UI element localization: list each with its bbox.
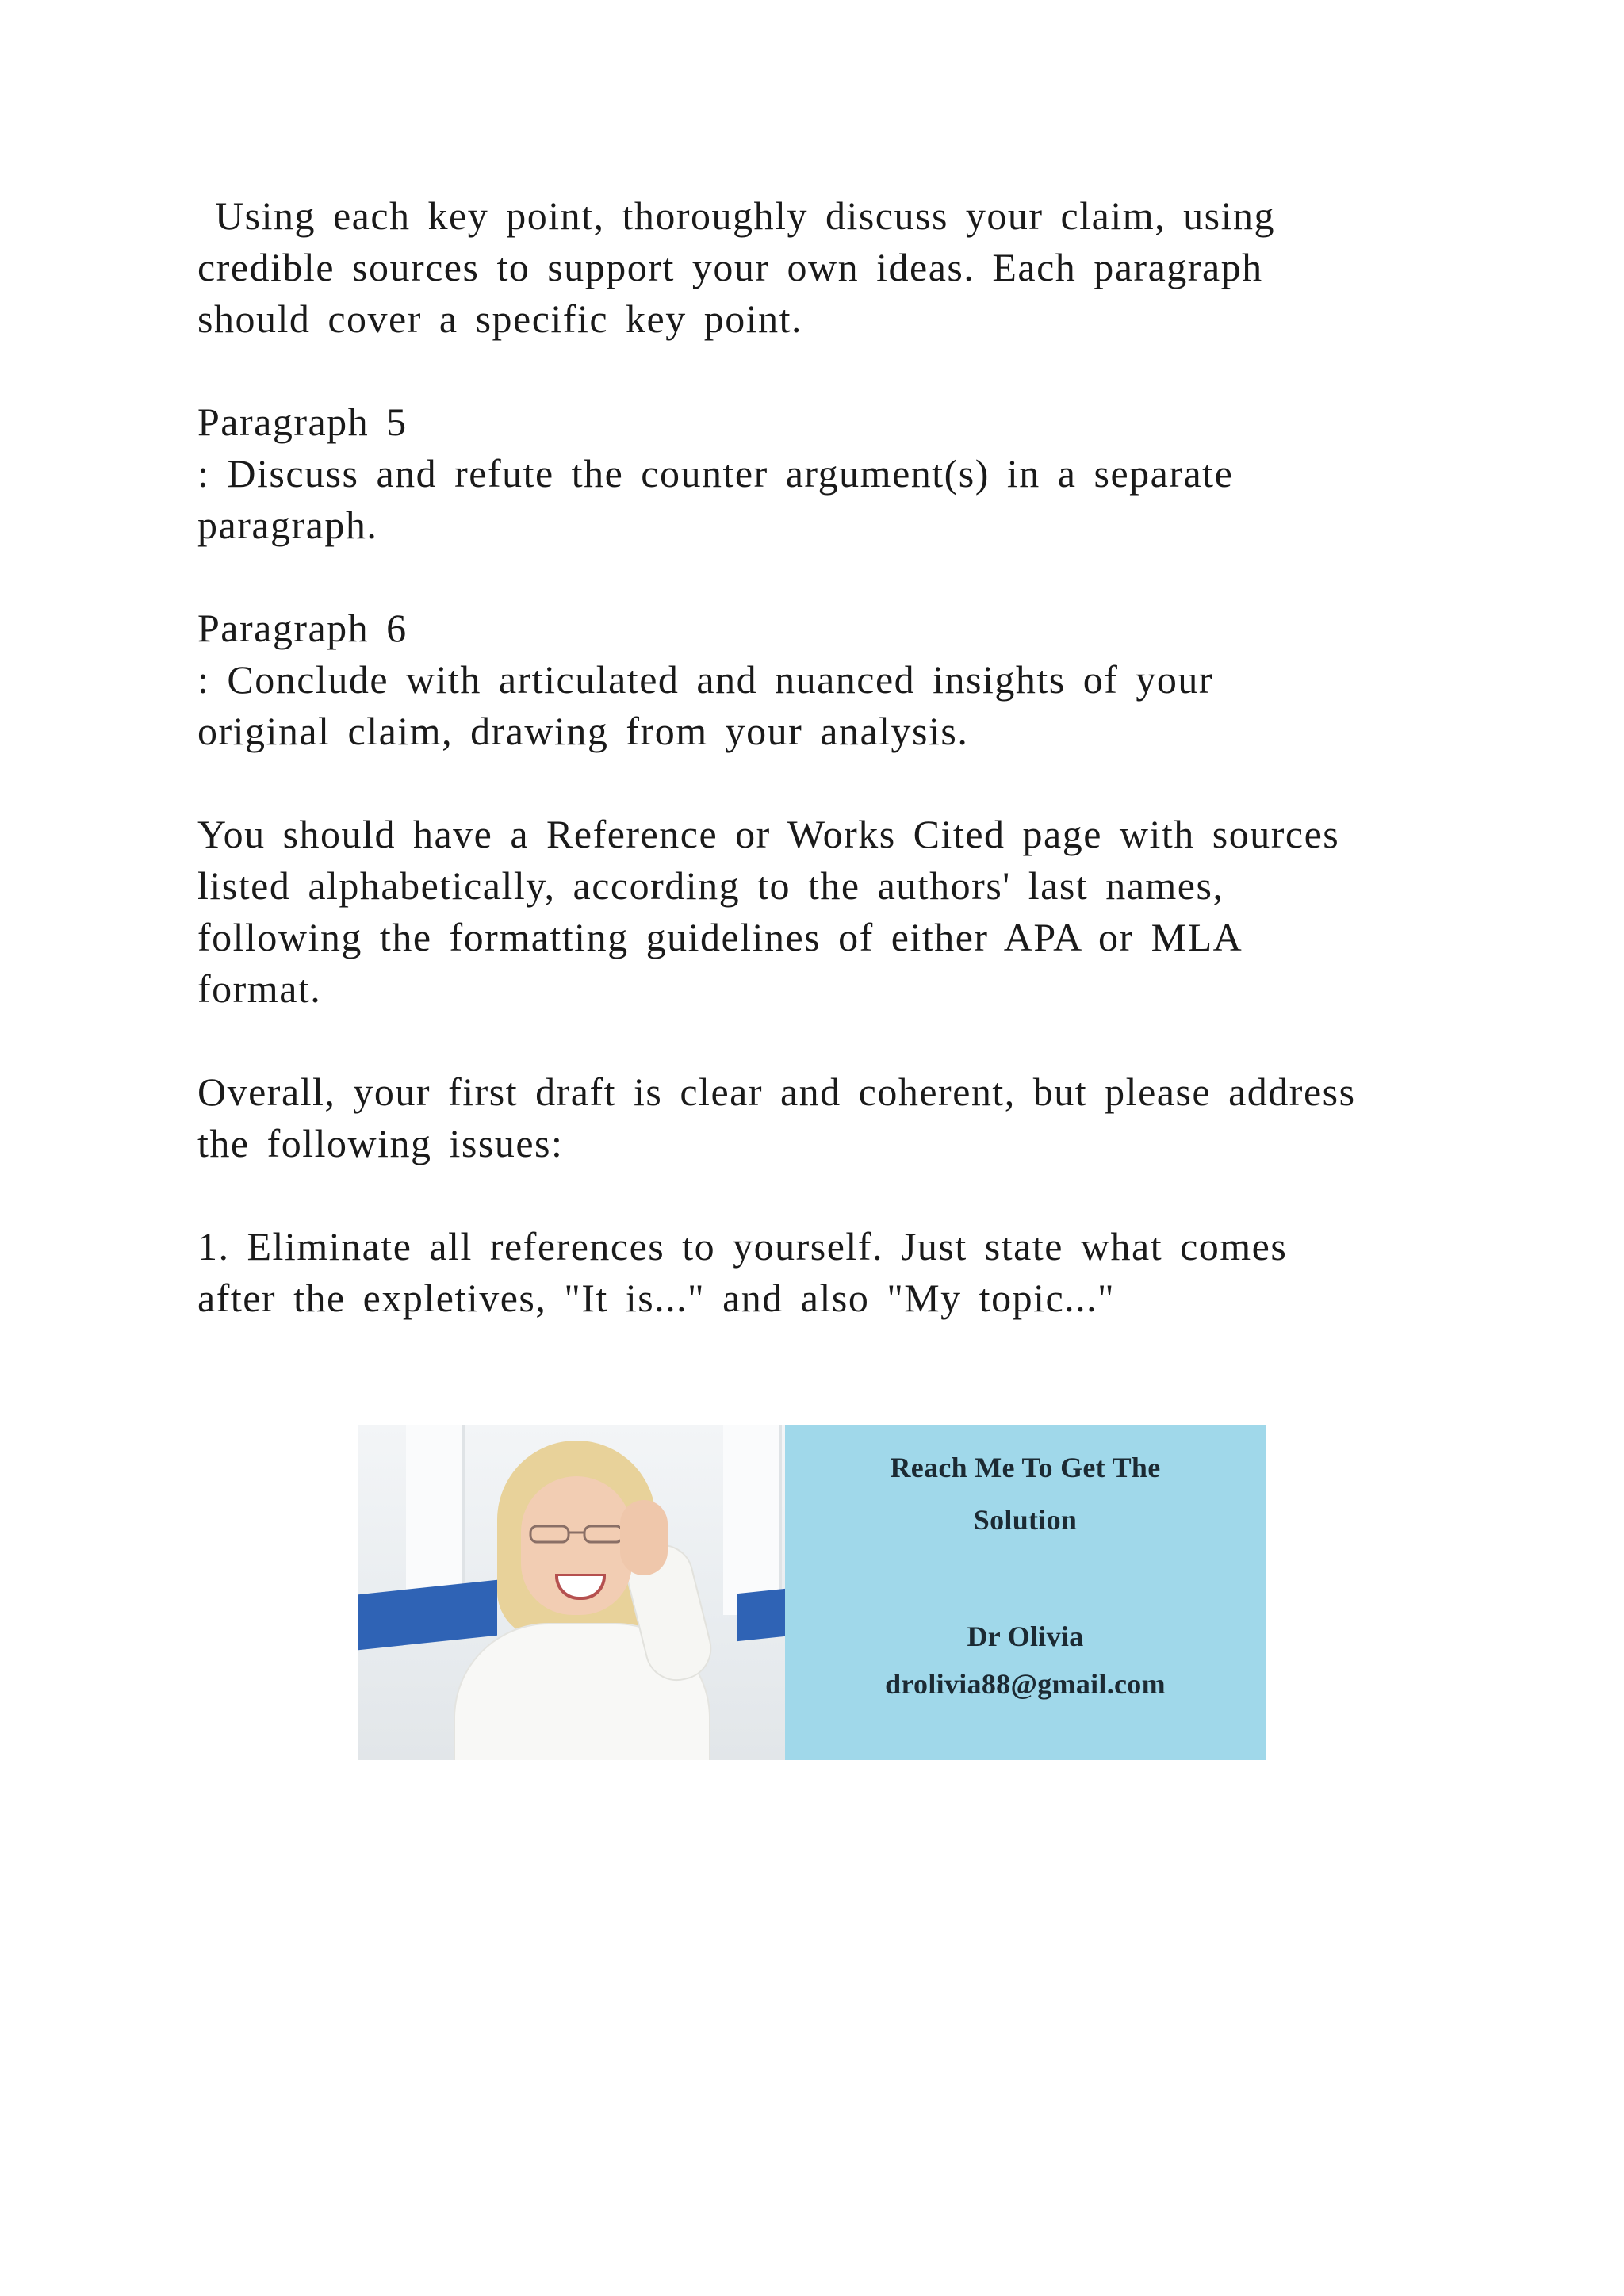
window-frame xyxy=(723,1425,782,1615)
document-body xyxy=(197,190,1450,1376)
banner-headline: Reach Me To Get The xyxy=(890,1452,1161,1483)
text-line: listed alphabetically, according to the authors' last names, xyxy=(197,863,1224,908)
text-line: following the formatting guidelines of either APA or MLA xyxy=(197,915,1243,959)
paragraph-references xyxy=(197,809,1450,1015)
contact-name: Dr Olivia xyxy=(967,1621,1084,1652)
text-line: Using each key point, thoroughly discuss your claim, using xyxy=(197,193,1275,238)
paragraph-heading: Paragraph 5 xyxy=(197,400,408,444)
hand-shape xyxy=(620,1500,668,1575)
text-line: : Conclude with articulated and nuanced insights of your xyxy=(197,657,1214,702)
text-line: should cover a specific key point. xyxy=(197,297,803,341)
contact-email[interactable]: drolivia88@gmail.com xyxy=(885,1668,1166,1700)
text-line: format. xyxy=(197,966,322,1011)
paragraph-overall-feedback xyxy=(197,1066,1450,1169)
paragraph-5-instructions xyxy=(197,396,1450,551)
blue-chair-shape xyxy=(737,1589,785,1641)
contact-ad-banner xyxy=(358,1425,1266,1760)
text-line: paragraph. xyxy=(197,503,378,547)
glasses-icon xyxy=(528,1524,625,1544)
paragraph-6-instructions xyxy=(197,603,1450,757)
contact-panel xyxy=(785,1425,1266,1760)
text-line: You should have a Reference or Works Cited page with sources xyxy=(197,812,1340,856)
text-line: : Discuss and refute the counter argument(s) in a separate xyxy=(197,451,1234,496)
text-line: credible sources to support your own ideas. Each paragraph xyxy=(197,245,1263,289)
text-line: the following issues: xyxy=(197,1121,564,1165)
text-line: after the expletives, "It is..." and also "My topic..." xyxy=(197,1276,1116,1320)
text-line: 1. Eliminate all references to yourself. Just state what comes xyxy=(197,1224,1288,1269)
text-line: original claim, drawing from your analysis. xyxy=(197,709,969,753)
paragraph-issue-1 xyxy=(197,1221,1450,1324)
banner-headline-continued: Solution xyxy=(973,1504,1078,1536)
paragraph-key-points xyxy=(197,190,1450,345)
blue-chair-shape xyxy=(358,1580,497,1650)
text-line: Overall, your first draft is clear and coherent, but please address xyxy=(197,1070,1356,1114)
paragraph-heading: Paragraph 6 xyxy=(197,606,408,650)
woman-photo xyxy=(358,1425,785,1760)
